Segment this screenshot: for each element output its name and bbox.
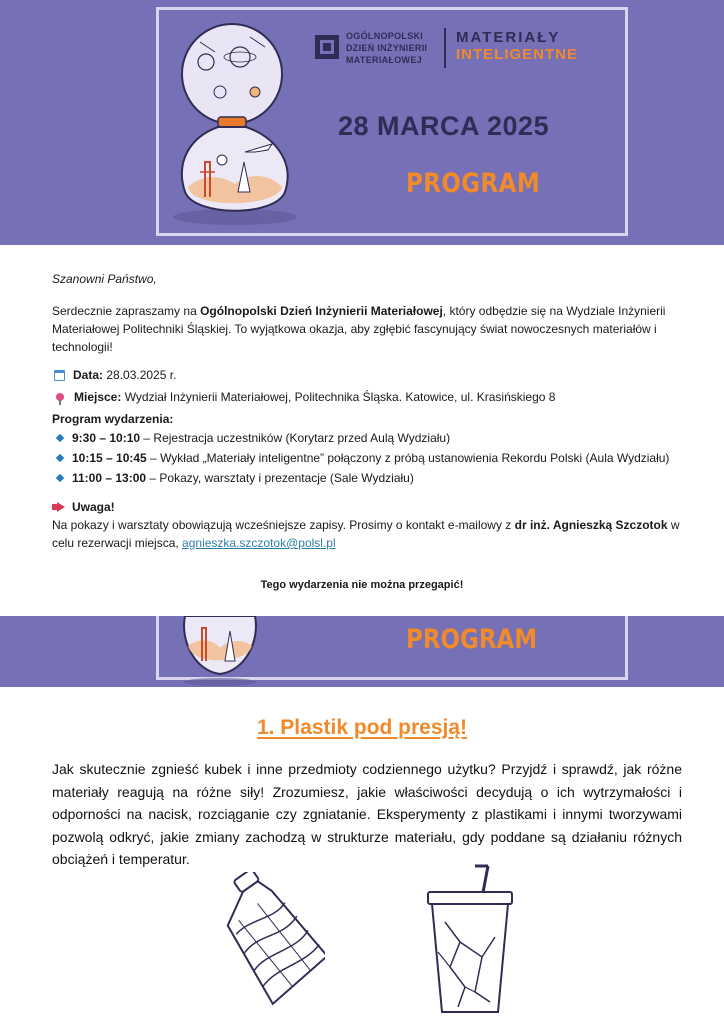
- lightbulb-illustration: [180, 616, 260, 687]
- bullet-diamond-icon: [56, 454, 64, 462]
- place-line: Miejsce: Wydział Inżynierii Materiałowej, Politechnika Śląska. Katowice, ul. Krasińskiego 8: [52, 388, 682, 406]
- section-banner: [0, 616, 724, 687]
- intro-paragraph: Serdecznie zapraszamy na Ogólnopolski Dzień Inżynierii Materiałowej, który odbędzie się na Wydziale Inżynierii Materiałowej Politechniki Śląskiej. To wyjątkowa okazja, aby zgłębić fascynujący świat nowoczesnych materiałów i technologii!: [52, 304, 666, 354]
- contact-email-link[interactable]: agnieszka.szczotok@polsl.pl: [182, 536, 336, 550]
- header-banner: [0, 0, 724, 245]
- contact-name: dr inż. Agnieszką Szczotok: [514, 518, 668, 532]
- crushed-cup-illustration: [420, 862, 520, 1017]
- warning-paragraph: Na pokazy i warsztaty obowiązują wcześniejsze zapisy. Prosimy o kontakt e-mailowy z dr inż. Agnieszką Szczotok w celu rezerwacji miejsca, agnieszka.szczotok@polsl.pl: [52, 518, 680, 550]
- logo-mark-icon: [312, 32, 342, 62]
- bullet-diamond-icon: [56, 474, 64, 482]
- program-heading: PROGRAM: [406, 168, 541, 199]
- location-pin-icon: [56, 393, 64, 401]
- program-item: 11:00 – 13:00 – Pokazy, warsztaty i prezentacje (Sale Wydziału): [52, 468, 682, 488]
- megaphone-icon: [52, 502, 66, 512]
- logo-materialy: MATERIAŁY: [456, 29, 561, 46]
- section-body: Jak skutecznie zgnieść kubek i inne przedmioty codziennego użytku? Przyjdź i sprawdź, jak różne materiały reagują na różne siły! Zrozumiesz, jakie właściwości decydują o ich wytrzymałości i odporności na nacisk, rozciąganie czy zgniatanie. Eksperymenty z plastikami i innymi tworzywami pozwolą odkryć, jakie zmiany zachodzą w strukturze materiału, gdy poddane są działaniu różnych obciążeń i temperatur.: [52, 761, 682, 867]
- logo-inteligentne: INTELIGENTNE: [456, 46, 579, 63]
- program-heading-text: Program wydarzenia:: [52, 412, 174, 426]
- event-name: Ogólnopolski Dzień Inżynierii Materiałowej: [200, 304, 443, 318]
- date-line: Data: 28.03.2025 r.: [52, 366, 682, 384]
- bullet-diamond-icon: [56, 434, 64, 442]
- invitation-letter: [52, 270, 682, 552]
- calendar-icon: [54, 370, 65, 381]
- section-title: 1. Plastik pod presją!: [256, 716, 468, 739]
- logo-divider: [444, 28, 446, 68]
- program-item: 9:30 – 10:10 – Rejestracja uczestników (Korytarz przed Aulą Wydziału): [52, 428, 682, 448]
- lightbulb-illustration: [160, 12, 310, 237]
- tagline: Tego wydarzenia nie można przegapić!: [260, 579, 464, 591]
- program-heading: PROGRAM: [406, 624, 538, 655]
- warning-line: Uwaga!: [52, 498, 682, 516]
- event-date-heading: 28 MARCA 2025: [338, 111, 550, 141]
- logo-text: OGÓLNOPOLSKI DZIEŃ INŻYNIERII MATERIAŁOWEJ: [346, 31, 428, 65]
- salutation: Szanowni Państwo,: [52, 272, 157, 286]
- program-item: 10:15 – 10:45 – Wykład „Materiały inteligentne” połączony z próbą ustanowienia Rekordu Polski (Aula Wydziału): [52, 448, 682, 468]
- crushed-bottle-illustration: [195, 872, 325, 1012]
